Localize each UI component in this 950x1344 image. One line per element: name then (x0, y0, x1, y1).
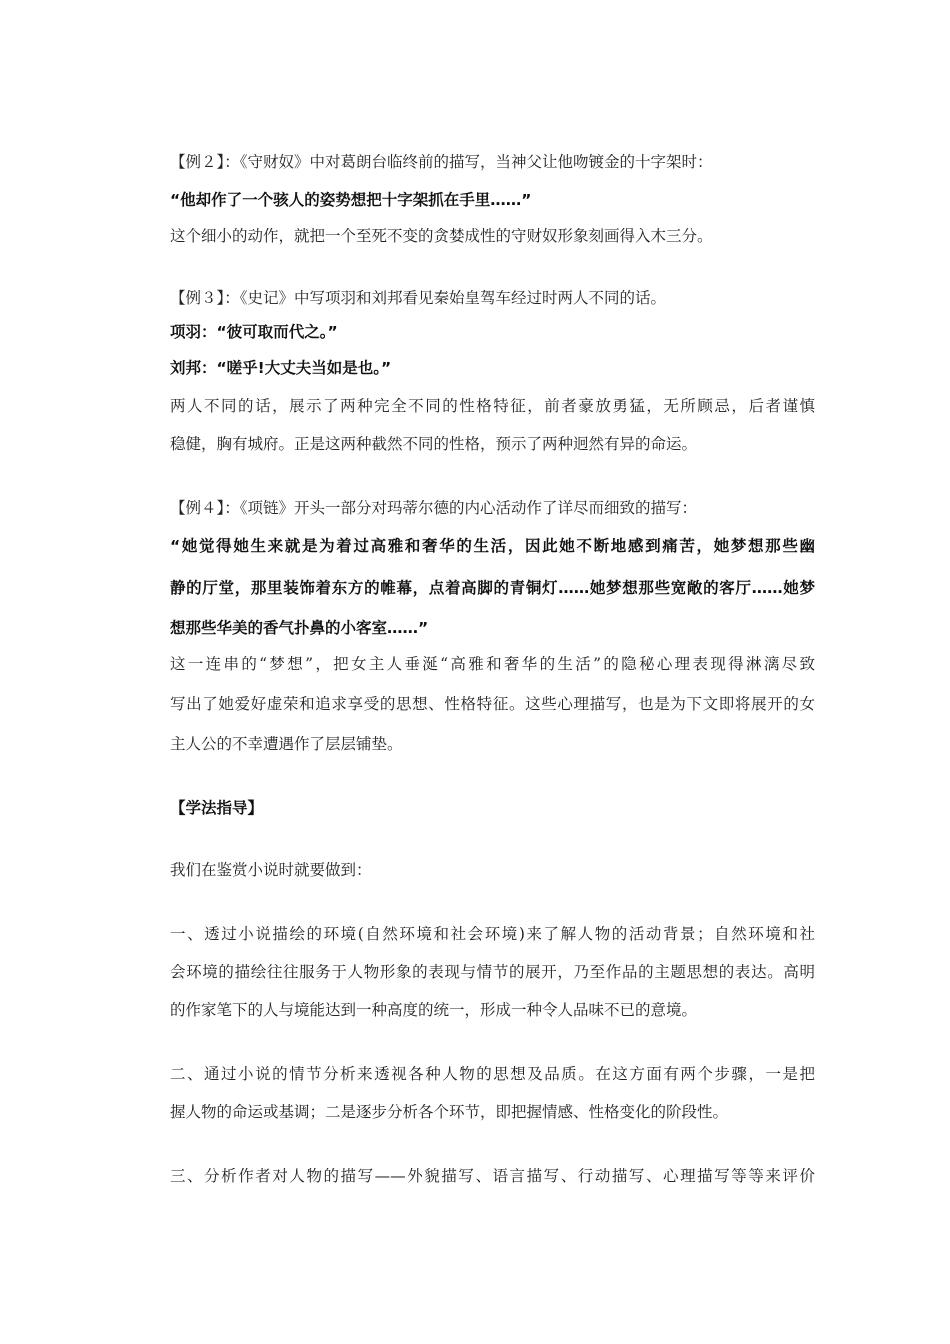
example2-heading: 【例２】：《守财奴》中对葛朗台临终前的描写，当神父让他吻镀金的十字架时： (170, 153, 713, 171)
example3-comment-line1: 两人不同的话，展示了两种完全不同的性格特征，前者豪放勇猛，无所顾忌，后者谨慎 (170, 397, 815, 415)
example2-comment: 这个细小的动作，就把一个至死不变的贪婪成性的守财奴形象刻画得入木三分。 (170, 227, 713, 245)
guide-point2-line2: 握人物的命运或基调；二是逐步分析各个环节，即把握情感、性格变化的阶段性。 (170, 1103, 729, 1121)
example4-quote-line3: 想那些华美的香气扑鼻的小客室……” (170, 619, 429, 637)
example4-heading: 【例４】：《项链》开头一部分对玛蒂尔德的内心活动作了详尽而细致的描写： (170, 499, 698, 517)
guide-heading: 【学法指导】 (170, 799, 264, 817)
guide-point1-line1: 一、透过小说描绘的环境(自然环境和社会环境)来了解人物的活动背景；自然环境和社 (170, 925, 815, 943)
guide-point3-line1: 三、分析作者对人物的描写——外貌描写、语言描写、行动描写、心理描写等等来评价 (170, 1167, 815, 1185)
example4-comment-line1: 这一连串的“梦想”，把女主人垂涎“高雅和奢华的生活”的隐秘心理表现得淋漓尽致 (170, 655, 815, 673)
example4-comment-line2: 写出了她爱好虚荣和追求享受的思想、性格特征。这些心理描写，也是为下文即将展开的女 (170, 695, 815, 713)
guide-intro: 我们在鉴赏小说时就要做到： (170, 861, 372, 879)
example2-quote: “他却作了一个骇人的姿势想把十字架抓在手里……” (170, 191, 532, 209)
guide-point1-line2: 会环境的描绘往往服务于人物形象的表现与情节的展开，乃至作品的主题思想的表达。高明 (170, 963, 815, 981)
guide-point1-line3: 的作家笔下的人与境能达到一种高度的统一，形成一种令人品味不已的意境。 (170, 1001, 698, 1019)
example3-comment-line2: 稳健，胸有城府。正是这两种截然不同的性格，预示了两种迥然有异的命运。 (170, 435, 698, 453)
guide-point2-line1: 二、通过小说的情节分析来透视各种人物的思想及品质。在这方面有两个步骤，一是把 (170, 1065, 815, 1083)
example4-quote-line2: 静的厅堂，那里装饰着东方的帷幕，点着高脚的青铜灯……她梦想那些宽敞的客厅……她梦 (170, 579, 815, 597)
example3-heading: 【例３】：《史记》中写项羽和刘邦看见秦始皇驾车经过时两人不同的话。 (170, 289, 667, 307)
example4-comment-line3: 主人公的不幸遭遇作了层层铺垫。 (170, 735, 403, 753)
example3-xiangyu-quote: 项羽：“彼可取而代之。” (170, 323, 338, 341)
example4-quote-line1: “她觉得她生来就是为着过高雅和奢华的生活，因此她不断地感到痛苦，她梦想那些幽 (170, 537, 815, 555)
example3-liubang-quote: 刘邦：“嗟乎!大丈夫当如是也。” (170, 359, 392, 377)
